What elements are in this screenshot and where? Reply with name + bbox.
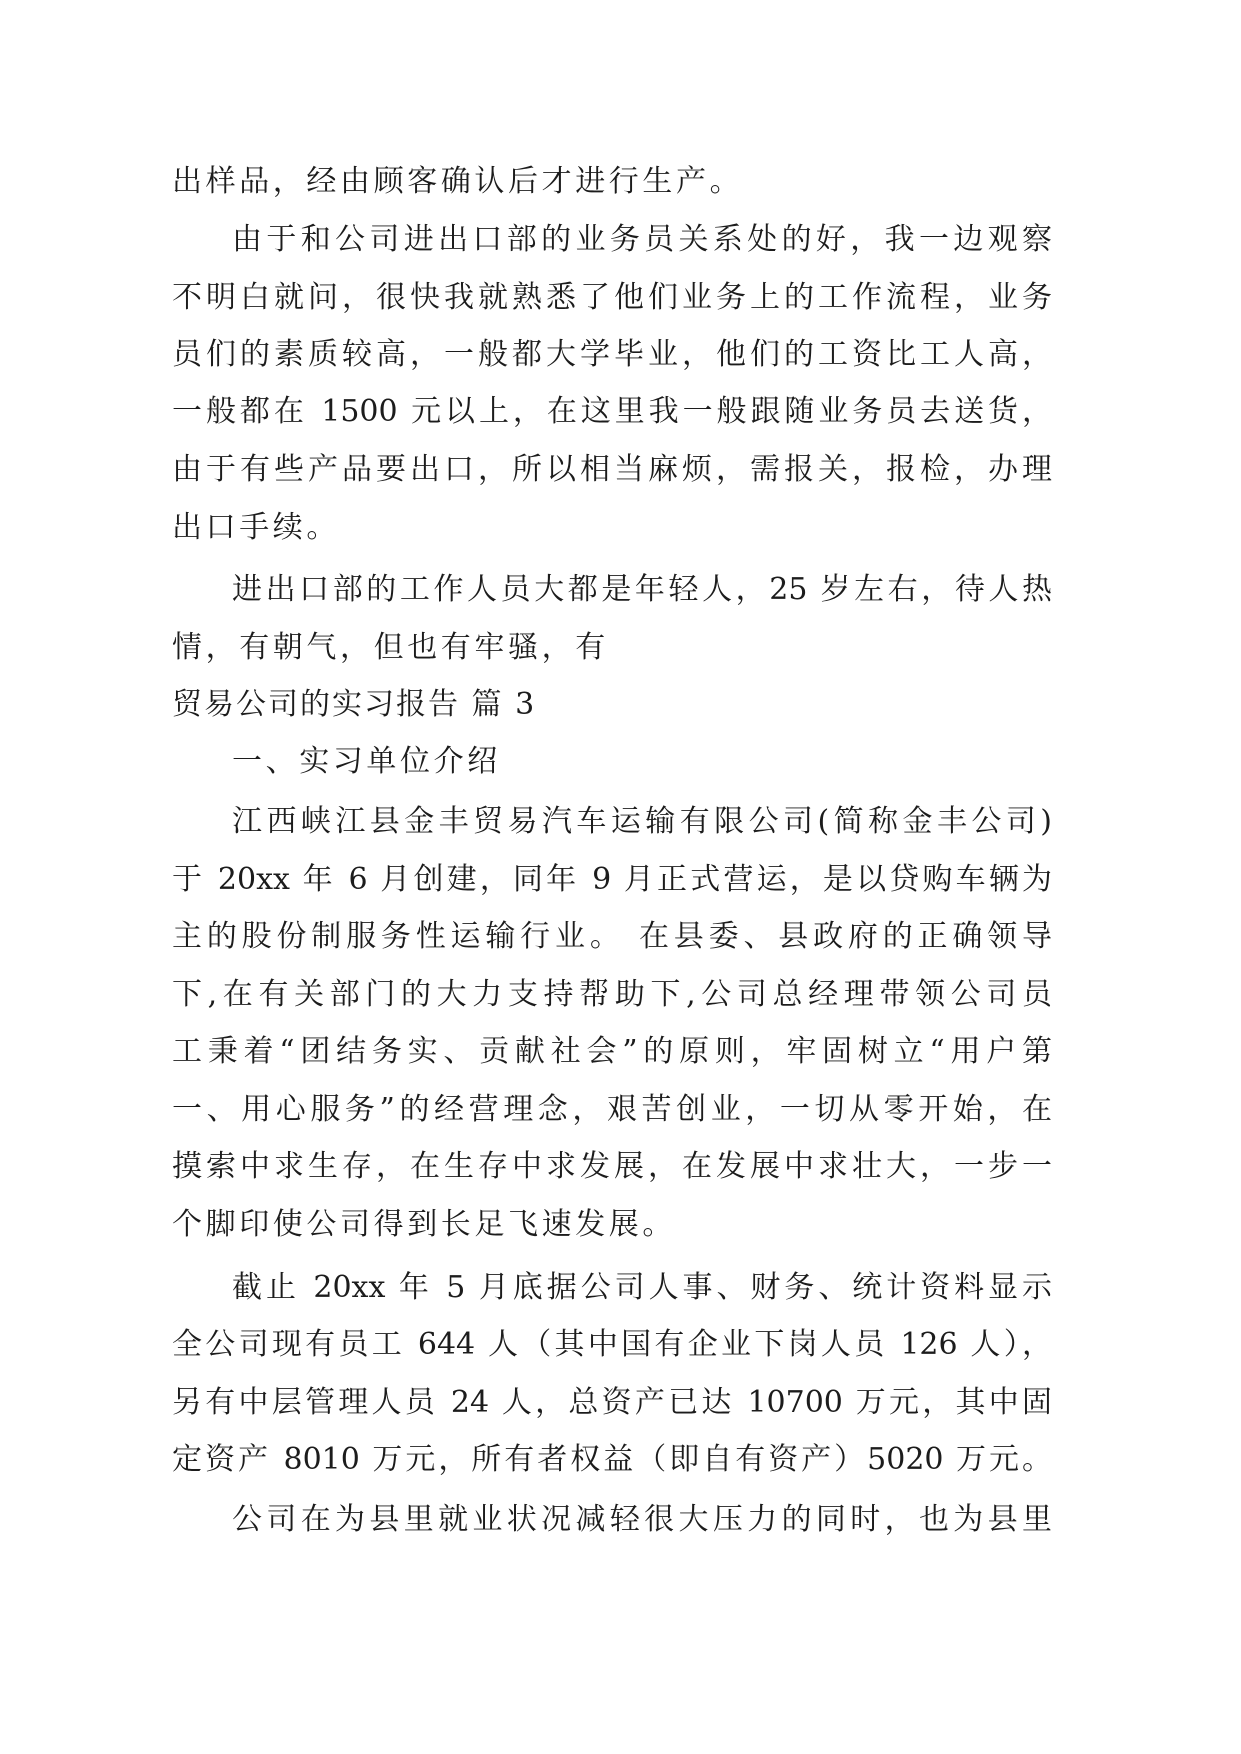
paragraph-line: 出样品，经由顾客确认后才进行生产。 [172, 164, 744, 199]
paragraph-line: 摸索中求生存，在生存中求发展，在发展中求壮大，一步一 [172, 1149, 1052, 1184]
paragraph-line: 公司在为县里就业状况减轻很大压力的同时，也为县里 [232, 1502, 1052, 1537]
paragraph-line: 一般都在 1500 元以上，在这里我一般跟随业务员去送货， [172, 394, 1052, 429]
paragraph-line: 下,在有关部门的大力支持帮助下,公司总经理带领公司员 [172, 977, 1052, 1012]
paragraph-line: 进出口部的工作人员大都是年轻人，25 岁左右，待人热 [232, 572, 1052, 607]
paragraph-line: 全公司现有员工 644 人（其中国有企业下岗人员 126 人）， [172, 1327, 1052, 1362]
subsection-heading: 一、实习单位介绍 [232, 744, 501, 779]
paragraph-line: 另有中层管理人员 24 人，总资产已达 10700 万元，其中固 [172, 1385, 1052, 1420]
paragraph-line: 情，有朝气，但也有牢骚，有 [172, 630, 609, 665]
paragraph-line: 不明白就问，很快我就熟悉了他们业务上的工作流程，业务 [172, 280, 1052, 315]
paragraph-line: 员们的素质较高，一般都大学毕业，他们的工资比工人高， [172, 337, 1052, 372]
section-heading: 贸易公司的实习报告 篇 3 [172, 687, 537, 722]
paragraph-line: 由于有些产品要出口，所以相当麻烦，需报关，报检，办理 [172, 452, 1052, 487]
paragraph-line: 江西峡江县金丰贸易汽车运输有限公司(简称金丰公司) [232, 804, 1052, 839]
paragraph-line: 主的股份制服务性运输行业。 在县委、县政府的正确领导 [172, 919, 1052, 954]
paragraph-line: 出口手续。 [172, 510, 340, 545]
paragraph-line: 截止 20xx 年 5 月底据公司人事、财务、统计资料显示 [232, 1270, 1052, 1305]
paragraph-line: 工秉着“团结务实、贡献社会”的原则，牢固树立“用户第 [172, 1034, 1052, 1069]
paragraph-line: 定资产 8010 万元，所有者权益（即自有资产）5020 万元。 [172, 1442, 1052, 1477]
paragraph-line: 个脚印使公司得到长足飞速发展。 [172, 1207, 676, 1242]
paragraph-line: 一、用心服务”的经营理念，艰苦创业，一切从零开始，在 [172, 1092, 1052, 1127]
paragraph-line: 于 20xx 年 6 月创建，同年 9 月正式营运，是以贷购车辆为 [172, 862, 1052, 897]
paragraph-line: 由于和公司进出口部的业务员关系处的好，我一边观察 [232, 222, 1052, 257]
